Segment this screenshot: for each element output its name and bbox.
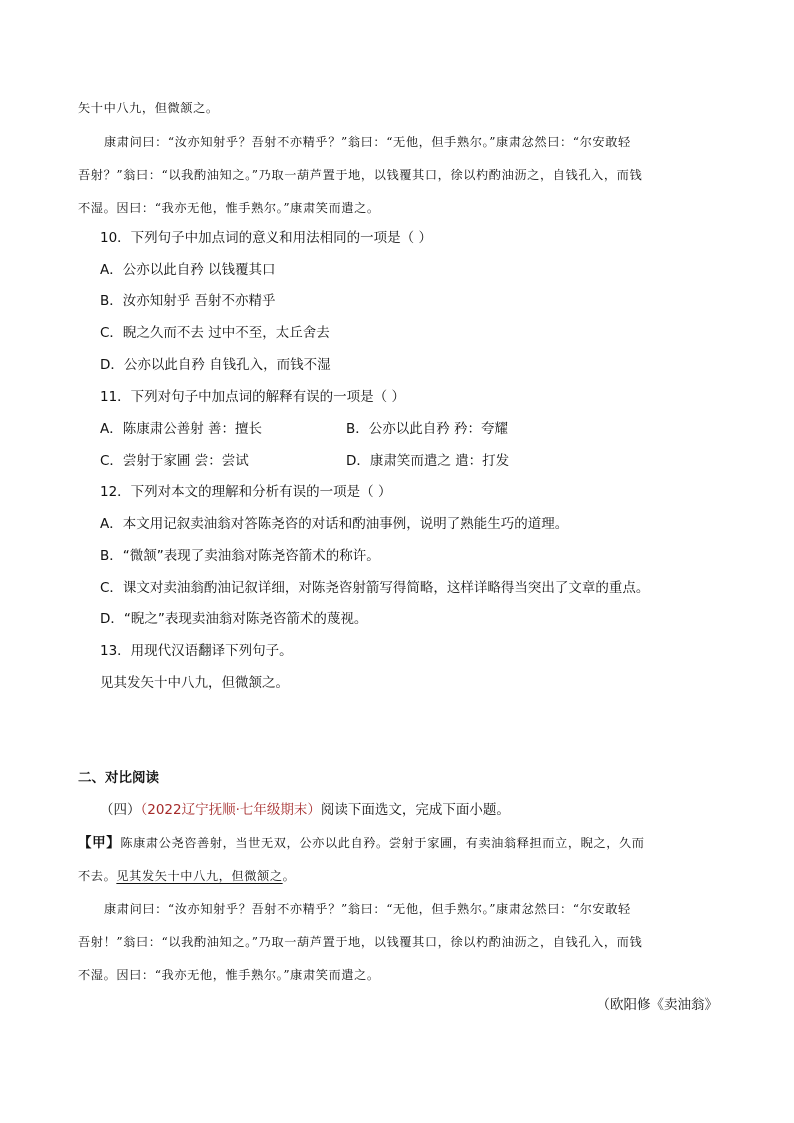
question-11-option-c: C．尝射于家圃 尝：尝试 (100, 453, 249, 469)
intro-prefix: （四） (100, 802, 141, 818)
question-11-stem: 11．下列对句子中加点词的解释有误的一项是（ ） (100, 389, 405, 405)
question-13-stem: 13．用现代汉语翻译下列句子。 (100, 643, 293, 659)
passage-jia-line (78, 866, 295, 886)
question-10-option-d: D．公亦以此自矜 自钱孔入，而钱不湿 (100, 357, 331, 373)
question-10-option-c: C．睨之久而不去 过中不至，太丘舍去 (100, 325, 330, 341)
passage-jia-line (78, 833, 645, 853)
jia-text: 不去。 (78, 869, 117, 883)
reading-intro (100, 800, 510, 820)
question-10-option-b: B．汝亦知射乎 吾射不亦精乎 (100, 293, 276, 309)
question-12-option-d: D．“睨之”表现卖油翁对陈尧咨箭术的蔑视。 (100, 611, 368, 627)
question-11-option-a: A．陈康肃公善射 善：擅长 (100, 421, 263, 437)
attribution: （欧阳修《卖油翁》 (596, 997, 718, 1013)
intro-text: 阅读下面选文，完成下面小题。 (320, 802, 510, 818)
section-heading: 二、对比阅读 (78, 770, 159, 786)
source-link[interactable]: （2022辽宁抚顺·七年级期末） (140, 802, 321, 818)
jia-tag: 【甲】 (78, 835, 121, 851)
question-12-option-c: C．课文对卖油翁酌油记叙详细，对陈尧咨射箭写得简略，这样详略得当突出了文章的重点。 (100, 580, 650, 596)
passage-line: 吾射？”翁曰：“以我酌油知之。”乃取一葫芦置于地，以钱覆其口，徐以杓酌油沥之，自钱孔入，而钱 (78, 168, 643, 182)
question-13-sentence: 见其发矢十中八九，但微颔之。 (100, 675, 289, 691)
question-12-option-a: A．本文用记叙卖油翁对答陈尧咨的对话和酌油事例，说明了熟能生巧的道理。 (100, 516, 569, 532)
passage-line: 矢十中八九，但微颔之。 (78, 101, 219, 115)
passage-jia-line: 吾射！”翁曰：“以我酌油知之。”乃取一葫芦置于地，以钱覆其口，徐以杓酌油沥之，自钱孔入，而钱 (78, 935, 643, 949)
passage-line: 康肃问曰：“汝亦知射乎？吾射不亦精乎？”翁曰：“无他，但手熟尔。”康肃忿然曰：“尔安敢轻 (104, 135, 631, 149)
passage-jia-line: 康肃问曰：“汝亦知射乎？吾射不亦精乎？”翁曰：“无他，但手熟尔。”康肃忿然曰：“尔安敢轻 (104, 902, 631, 916)
question-11-option-b: B．公亦以此自矜 矜：夸耀 (346, 421, 509, 437)
question-12-option-b: B．“微颔”表现了卖油翁对陈尧咨箭术的称许。 (100, 548, 380, 564)
question-10-option-a: A．公亦以此自矜 以钱覆其口 (100, 262, 276, 278)
question-10-stem: 10．下列句子中加点词的意义和用法相同的一项是（ ） (100, 230, 432, 246)
question-12-stem: 12．下列对本文的理解和分析有误的一项是（ ） (100, 484, 392, 500)
question-11-option-d: D．康肃笑而遣之 遣：打发 (346, 453, 510, 469)
passage-jia-line: 不湿。因曰：“我亦无他，惟手熟尔。”康肃笑而遣之。 (78, 968, 380, 982)
jia-text: 。 (282, 869, 296, 883)
jia-text: 陈康肃公尧咨善射，当世无双，公亦以此自矜。尝射于家圃，有卖油翁释担而立，睨之，久而 (120, 836, 645, 850)
passage-line: 不湿。因曰：“我亦无他，惟手熟尔。”康肃笑而遣之。 (78, 201, 380, 215)
underlined-sentence: 见其发矢十中八九，但微颔之 (116, 869, 283, 883)
